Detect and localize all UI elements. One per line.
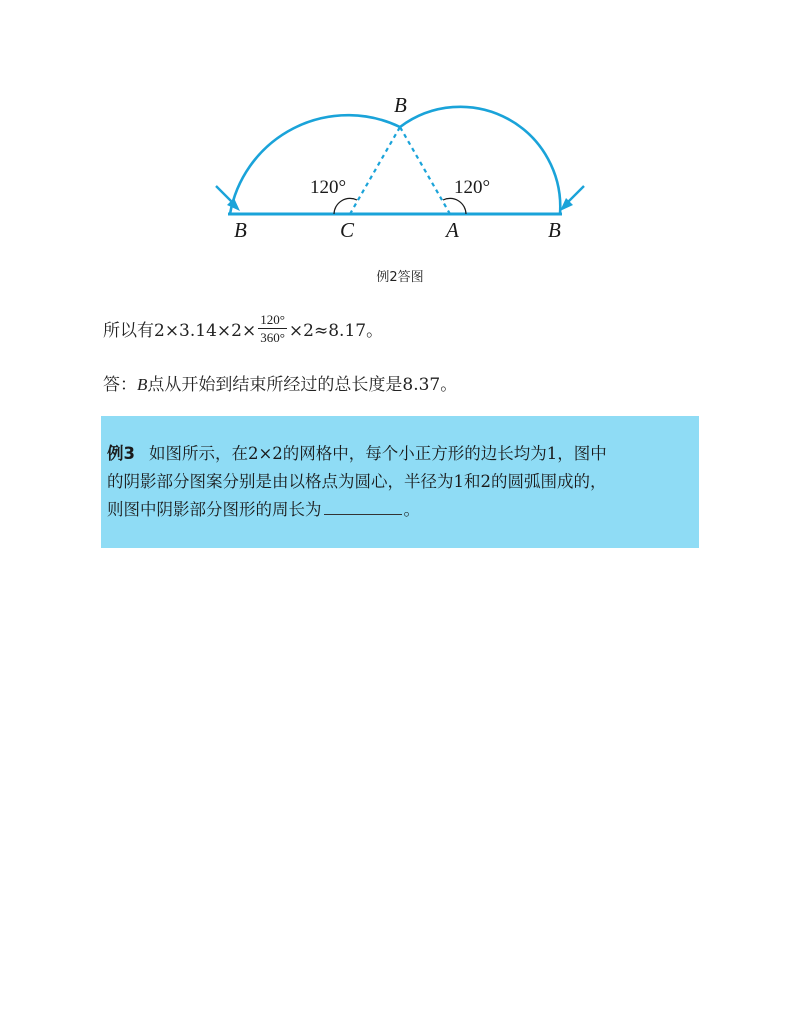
answer-suffix: 点从开始到结束所经过的总长度是8.37。 [147, 375, 458, 395]
label-c: C [340, 218, 355, 242]
example-text-3-end: 。 [403, 500, 420, 519]
example-line-3 [107, 496, 693, 524]
formula-suffix: ×2≈8.17。 [288, 320, 384, 341]
dashed-line-ab [400, 127, 450, 214]
answer-blank[interactable] [324, 500, 402, 515]
example-text-2: 的阴影部分图案分别是由以格点为圆心，半径为1和2的圆弧围成的， [107, 472, 607, 491]
angle-label-left: 120° [310, 177, 347, 198]
example-text-1: 如图所示，在2×2的网格中，每个小正方形的边长均为1，图中 [148, 444, 607, 463]
example-box [101, 416, 699, 548]
figure-caption: 例2答图 [376, 270, 424, 285]
example-line-2 [107, 468, 693, 496]
example-line-1 [107, 440, 693, 468]
example-title: 例3 [107, 444, 135, 463]
left-arc [230, 115, 400, 214]
fraction-denominator: 360° [260, 329, 285, 345]
formula-prefix: 所以有2×3.14×2× [103, 320, 257, 341]
fraction-numerator: 120° [260, 311, 285, 327]
fraction [258, 312, 287, 345]
label-b-right: B [548, 218, 561, 242]
geometry-figure [210, 90, 610, 250]
label-b-top: B [394, 93, 407, 117]
angle-label-right: 120° [454, 177, 491, 198]
right-arrow-icon [560, 186, 584, 211]
answer-line [103, 370, 457, 395]
dashed-line-cb [350, 127, 400, 214]
answer-prefix: 答： [103, 375, 137, 395]
label-a: A [446, 218, 459, 242]
formula-line [103, 308, 383, 348]
answer-variable: B [137, 375, 148, 394]
label-b-left: B [234, 218, 247, 242]
semicircle-diagram [210, 90, 610, 250]
example-text-3: 则图中阴影部分图形的周长为 [107, 500, 322, 519]
